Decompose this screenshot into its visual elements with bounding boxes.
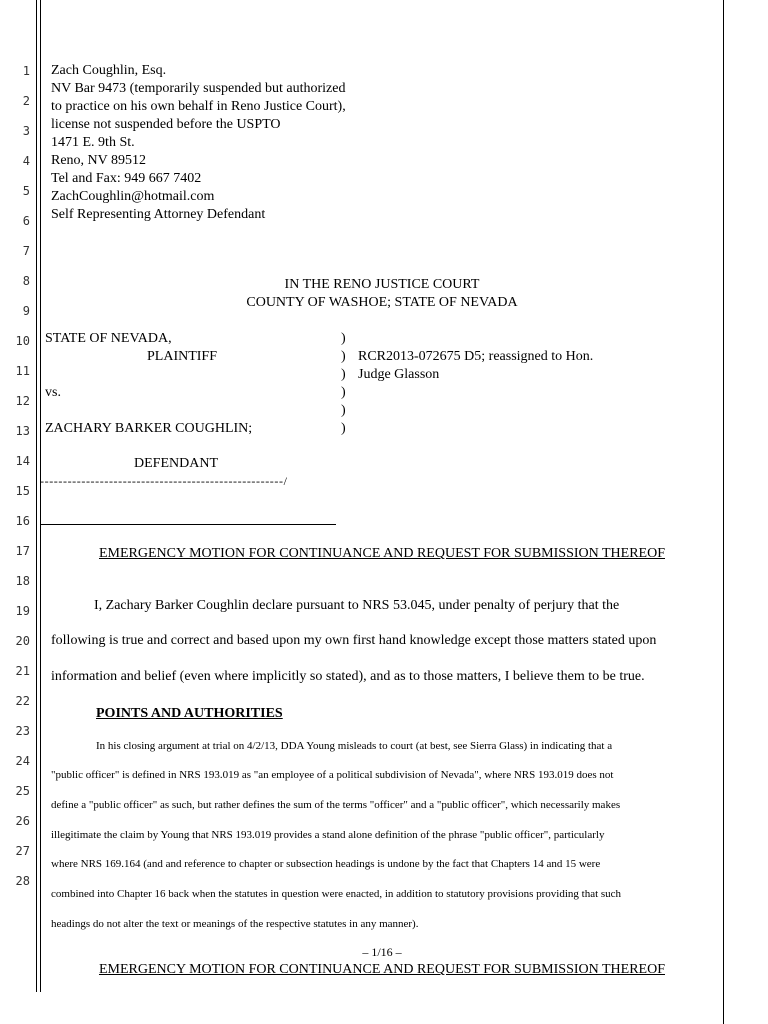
- line-number: 15: [15, 484, 30, 498]
- attorney-uspto-status: license not suspended before the USPTO: [51, 117, 281, 132]
- line-number: 5: [22, 184, 30, 198]
- line-number: 25: [15, 784, 30, 798]
- caption-paren: ): [341, 403, 346, 418]
- line-number: 22: [15, 694, 30, 708]
- line-number: 4: [22, 154, 30, 168]
- line-number: 12: [15, 394, 30, 408]
- declaration-line: I, Zachary Barker Coughlin declare pursuant to NRS 53.045, under penalty of perjury that the: [94, 598, 620, 613]
- line-number: 8: [22, 274, 30, 288]
- caption-paren: ): [341, 385, 346, 400]
- line-number: 21: [15, 664, 30, 678]
- line-number: 19: [15, 604, 30, 618]
- line-number: 23: [15, 724, 30, 738]
- line-number: 13: [15, 424, 30, 438]
- attorney-name: Zach Coughlin, Esq.: [51, 63, 167, 78]
- line-number: 1: [22, 64, 30, 78]
- caption-separator: -----------------------------------------------------/: [40, 474, 288, 488]
- argument-line: illegitimate the claim by Young that NRS 193.019 provides a stand alone definition of the phrase "public officer", particularly: [51, 829, 605, 841]
- attorney-email: ZachCoughlin@hotmail.com: [51, 189, 215, 204]
- versus-label: vs.: [45, 385, 61, 400]
- attorney-bar-status-cont: to practice on his own behalf in Reno Justice Court),: [51, 99, 346, 114]
- footer-title: EMERGENCY MOTION FOR CONTINUANCE AND REQUEST FOR SUBMISSION THEREOF: [98, 962, 665, 977]
- line-number: 3: [22, 124, 30, 138]
- line-number: 14: [15, 454, 30, 468]
- defendant-label: DEFENDANT: [134, 456, 218, 471]
- court-name: IN THE RENO JUSTICE COURT: [284, 277, 480, 292]
- court-county: COUNTY OF WASHOE; STATE OF NEVADA: [246, 295, 518, 310]
- caption-divider: [40, 524, 336, 525]
- declaration-line: information and belief (even where implicitly so stated), and as to those matters, I believe them to be true.: [51, 669, 645, 684]
- line-number: 11: [15, 364, 30, 378]
- caption-paren: ): [341, 421, 346, 436]
- right-margin-rule: [723, 0, 724, 1024]
- attorney-phone: Tel and Fax: 949 667 7402: [51, 171, 202, 186]
- line-number: 10: [15, 334, 30, 348]
- page-indicator: – 1/16 –: [362, 945, 402, 959]
- section-heading: POINTS AND AUTHORITIES: [96, 706, 283, 721]
- defendant-name: ZACHARY BARKER COUGHLIN;: [45, 421, 253, 436]
- line-number: 16: [15, 514, 30, 528]
- caption-paren: ): [341, 349, 346, 364]
- attorney-role: Self Representing Attorney Defendant: [51, 207, 266, 222]
- argument-line: where NRS 169.164 (and and reference to chapter or subsection headings is undone by the fact that Chapters 14 and 15 were: [51, 858, 601, 870]
- line-number: 18: [15, 574, 30, 588]
- argument-line: headings do not alter the text or meanings of the respective statutes in any manner).: [51, 918, 419, 930]
- case-judge: Judge Glasson: [358, 367, 440, 382]
- attorney-bar-status: NV Bar 9473 (temporarily suspended but authorized: [51, 81, 346, 96]
- declaration-line: following is true and correct and based upon my own first hand knowledge except those matters stated upon: [51, 633, 657, 648]
- argument-line: In his closing argument at trial on 4/2/13, DDA Young misleads to court (at best, see Sierra Glass) in indicating that a: [96, 740, 613, 752]
- line-number: 2: [22, 94, 30, 108]
- plaintiff-label: PLAINTIFF: [147, 349, 218, 364]
- left-margin-rule-outer: [36, 0, 37, 992]
- attorney-street: 1471 E. 9th St.: [51, 135, 135, 150]
- line-number: 7: [22, 244, 30, 258]
- line-number: 26: [15, 814, 30, 828]
- left-margin-rule-inner: [40, 0, 41, 992]
- line-number: 6: [22, 214, 30, 228]
- case-number: RCR2013-072675 D5; reassigned to Hon.: [358, 349, 594, 364]
- line-number: 28: [15, 874, 30, 888]
- argument-line: combined into Chapter 16 back when the statutes in question were enacted, in addition to statutory provisions providing that such: [51, 888, 622, 900]
- attorney-city: Reno, NV 89512: [51, 153, 147, 168]
- line-number: 24: [15, 754, 30, 768]
- argument-line: define a "public officer" as such, but rather defines the sum of the terms "officer" and a "public officer", which necessarily makes: [51, 799, 621, 811]
- line-number: 9: [22, 304, 30, 318]
- argument-line: "public officer" is defined in NRS 193.019 as "an employee of a political subdivision of Nevada", where NRS 193.019 does not: [51, 769, 614, 781]
- line-number: 17: [15, 544, 30, 558]
- plaintiff-name: STATE OF NEVADA,: [45, 331, 172, 346]
- caption-paren: ): [341, 331, 346, 346]
- line-number: 27: [15, 844, 30, 858]
- caption-paren: ): [341, 367, 346, 382]
- document-title: EMERGENCY MOTION FOR CONTINUANCE AND REQUEST FOR SUBMISSION THEREOF: [98, 546, 665, 561]
- line-number: 20: [15, 634, 30, 648]
